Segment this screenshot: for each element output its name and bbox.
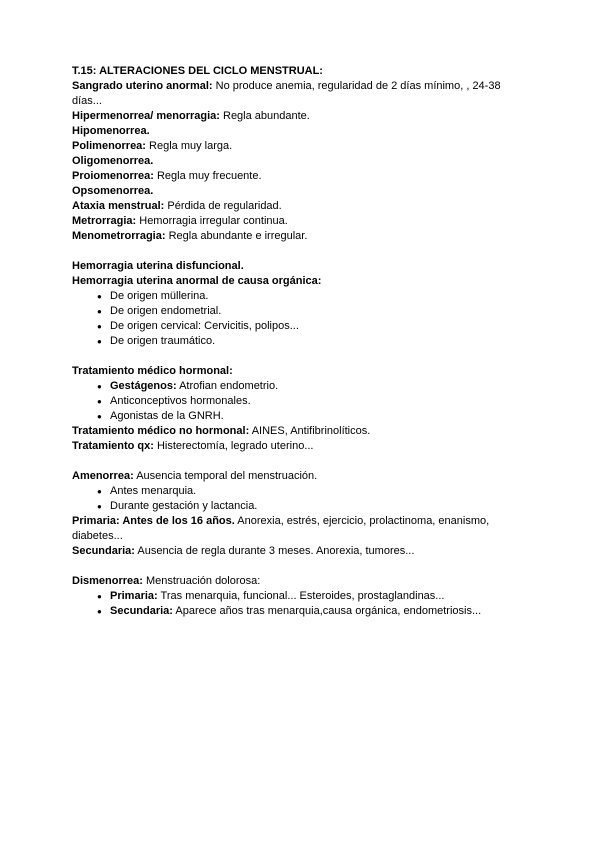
text-run: No produce anemia, regularidad de 2 días mínimo, , 24-38 días... [72,80,501,107]
text-run: Regla abundante. [219,110,310,122]
paragraph-line [72,79,530,109]
bold-text-run: Menometrorragia: [72,230,166,242]
bold-text-run: Primaria: Antes de los 16 años. [72,515,235,527]
bullet-item [72,379,530,394]
paragraph-line [72,364,530,379]
text-run: De origen müllerina. [110,290,209,302]
text-run-group [72,125,150,137]
bullet-marker-icon: ● [97,397,102,406]
text-run: Menstruación dolorosa: [142,575,261,587]
text-run-group [110,589,530,604]
bullet-item [72,334,530,349]
bullet-marker-icon: ● [97,307,102,316]
paragraph-line [72,109,530,124]
bullet-item [72,589,530,604]
bold-text-run: Proiomenorrea: [72,170,154,182]
text-run-group [72,215,288,227]
bullet-item [72,289,530,304]
text-run-group [72,545,414,557]
paragraph-line [72,184,530,199]
text-run: Durante gestación y lactancia. [110,500,258,512]
text-run-group [110,409,530,424]
text-run-group [110,499,530,514]
text-run: Atrofian endometrio. [176,380,279,392]
text-run-group [72,470,317,482]
paragraph-line [72,439,530,454]
text-run: Pérdida de regularidad. [164,200,282,212]
paragraph-spacer [72,349,530,364]
bold-text-run: Metrorragia: [72,215,137,227]
text-run-group [110,484,530,499]
bold-text-run: Secundaria: [110,605,173,617]
text-run-group [72,275,321,287]
text-run: De origen cervical: Cervicitis, polipos... [110,320,299,332]
bullet-marker-icon: ● [97,592,102,601]
paragraph-spacer [72,454,530,469]
bold-text-run: Sangrado uterino anormal: [72,80,213,92]
bold-text-run: Ataxia menstrual: [72,200,165,212]
bold-text-run: Opsomenorrea. [72,185,154,197]
paragraph-line [72,229,530,244]
bold-text-run: Oligomenorrea. [72,155,154,167]
bold-text-run: Primaria: [110,590,158,602]
text-run-group [110,394,530,409]
bold-text-run: Tratamiento médico no hormonal: [72,425,250,437]
text-run-group [72,140,232,152]
text-run-group [72,425,370,437]
text-run-group [72,80,501,107]
text-run-group [72,365,233,377]
bullet-marker-icon: ● [97,337,102,346]
text-run-group [72,230,307,242]
paragraph-line [72,514,530,544]
text-run: Regla abundante e irregular. [165,230,308,242]
paragraph-line [72,139,530,154]
text-run-group [72,110,310,122]
paragraph-spacer [72,244,530,259]
paragraph-spacer [72,559,530,574]
text-run: Anorexia, estrés, ejercicio, prolactinoma, enanismo, diabetes... [72,515,490,542]
text-run: Ausencia temporal del menstruación. [133,470,318,482]
bullet-item [72,484,530,499]
bullet-marker-icon: ● [97,607,102,616]
text-run: AINES, Antifibrinolíticos. [249,425,371,437]
bullet-item [72,499,530,514]
text-run: Ausencia de regla durante 3 meses. Anorexia, tumores... [134,545,415,557]
paragraph-line [72,214,530,229]
bold-text-run: Polimenorrea: [72,140,146,152]
bullet-marker-icon: ● [97,382,102,391]
bullet-marker-icon: ● [97,487,102,496]
text-run-group [110,379,530,394]
text-run: Histerectomía, legrado uterino... [153,440,314,452]
text-run-group [110,319,530,334]
paragraph-line [72,124,530,139]
text-run: Regla muy frecuente. [153,170,262,182]
bold-text-run: Hipermenorrea/ menorragia: [72,110,220,122]
text-run: Anticonceptivos hormonales. [110,395,251,407]
text-run-group [72,260,244,272]
text-run-group [72,155,153,167]
bullet-item [72,394,530,409]
paragraph-line [72,574,530,589]
text-run: Hemorragia irregular continua. [136,215,288,227]
bullet-item [72,304,530,319]
text-run: Regla muy larga. [145,140,233,152]
text-run: De origen endometrial. [110,305,222,317]
bullet-marker-icon: ● [97,502,102,511]
text-run-group [72,575,260,587]
paragraph-line [72,169,530,184]
bold-text-run: Dismenorrea: [72,575,143,587]
bold-text-run: Hemorragia uterina disfuncional. [72,260,244,272]
text-run-group [72,170,262,182]
text-run: De origen traumático. [110,335,216,347]
document-content [72,64,530,619]
bullet-marker-icon: ● [97,292,102,301]
text-run-group [110,334,530,349]
text-run-group [110,604,530,619]
paragraph-line [72,64,530,79]
bullet-marker-icon: ● [97,322,102,331]
bullet-item [72,604,530,619]
bold-text-run: Secundaria: [72,545,135,557]
bold-text-run: Hemorragia uterina anormal de causa orgánica: [72,275,322,287]
paragraph-line [72,469,530,484]
text-run-group [72,515,489,542]
paragraph-line [72,259,530,274]
text-run-group [110,289,530,304]
text-run-group [72,200,282,212]
paragraph-line [72,199,530,214]
text-run: Agonistas de la GNRH. [110,410,224,422]
text-run-group [72,65,323,77]
text-run: Tras menarquia, funcional... Esteroides, prostaglandinas... [157,590,445,602]
bold-text-run: Amenorrea: [72,470,134,482]
bullet-item [72,409,530,424]
bullet-marker-icon: ● [97,412,102,421]
bullet-item [72,319,530,334]
bold-text-run: Hipomenorrea. [72,125,150,137]
bold-text-run: Tratamiento qx: [72,440,154,452]
text-run-group [72,185,153,197]
text-run-group [110,304,530,319]
bold-text-run: T.15: ALTERACIONES DEL CICLO MENSTRUAL: [72,65,323,77]
bold-text-run: Tratamiento médico hormonal: [72,365,233,377]
text-run-group [72,440,313,452]
text-run: Aparece años tras menarquia,causa orgánica, endometriosis... [172,605,482,617]
paragraph-line [72,154,530,169]
paragraph-line [72,274,530,289]
text-run: Antes menarquia. [110,485,197,497]
paragraph-line [72,544,530,559]
paragraph-line [72,424,530,439]
bold-text-run: Gestágenos: [110,380,177,392]
